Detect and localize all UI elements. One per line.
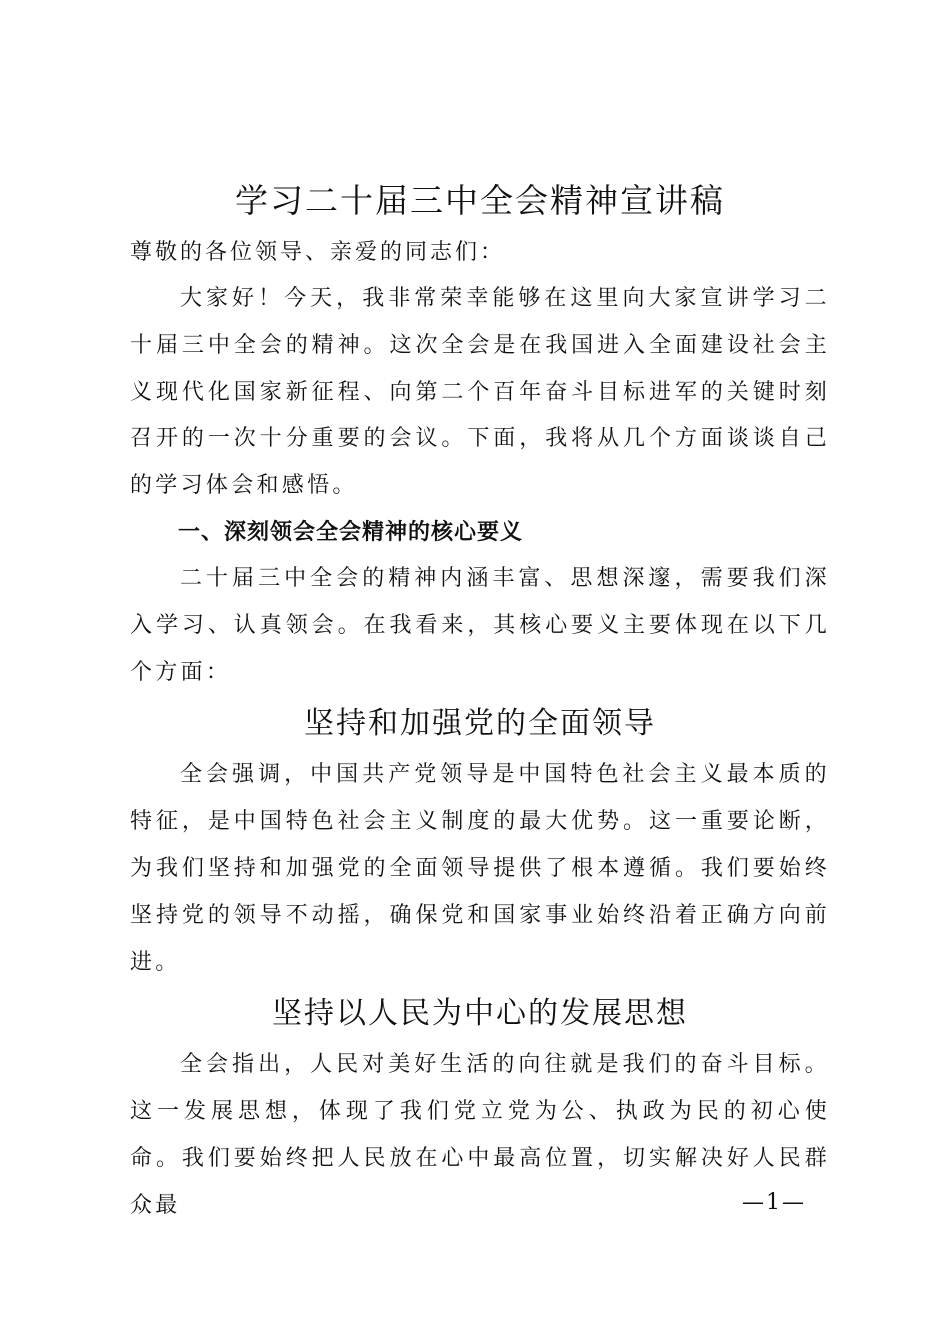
page-number: —1— xyxy=(742,1190,806,1215)
document-body xyxy=(130,172,830,1230)
subsection-1-paragraph: 全会强调，中国共产党领导是中国特色社会主义最本质的特征，是中国特色社会主义制度的最大优势。这一重要论断，为我们坚持和加强党的全面领导提供了根本遵循。我们要始终坚持党的领导不动摇，确保党和国家事业始终沿着正确方向前进。 xyxy=(130,762,830,975)
subsection-title-people-centered: 坚持以人民为中心的发展思想 xyxy=(272,996,688,1032)
subsection-title-party-leadership: 坚持和加强党的全面领导 xyxy=(304,706,656,742)
subsection-2-paragraph: 全会指出，人民对美好生活的向往就是我们的奋斗目标。这一发展思想，体现了我们党立党为公、执政为民的初心使命。我们要始终把人民放在心中最高位置，切实解决好人民群众最 xyxy=(130,1052,830,1218)
intro-paragraph: 大家好！今天，我非常荣幸能够在这里向大家宣讲学习二十届三中全会的精神。这次全会是在我国进入全面建设社会主义现代化国家新征程、向第二个百年奋斗目标进军的关键时刻召开的一次十分重要的会议。下面，我将从几个方面谈谈自己的学习体会和感悟。 xyxy=(130,286,830,499)
section-heading-1: 一、深刻领会全会精神的核心要义 xyxy=(178,519,524,545)
section-1-paragraph: 二十届三中全会的精神内涵丰富、思想深邃，需要我们深入学习、认真领会。在我看来，其核心要义主要体现在以下几个方面： xyxy=(130,565,830,685)
salutation: 尊敬的各位领导、亲爱的同志们： xyxy=(130,240,506,265)
document-title: 学习二十届三中全会精神宣讲稿 xyxy=(235,181,725,220)
